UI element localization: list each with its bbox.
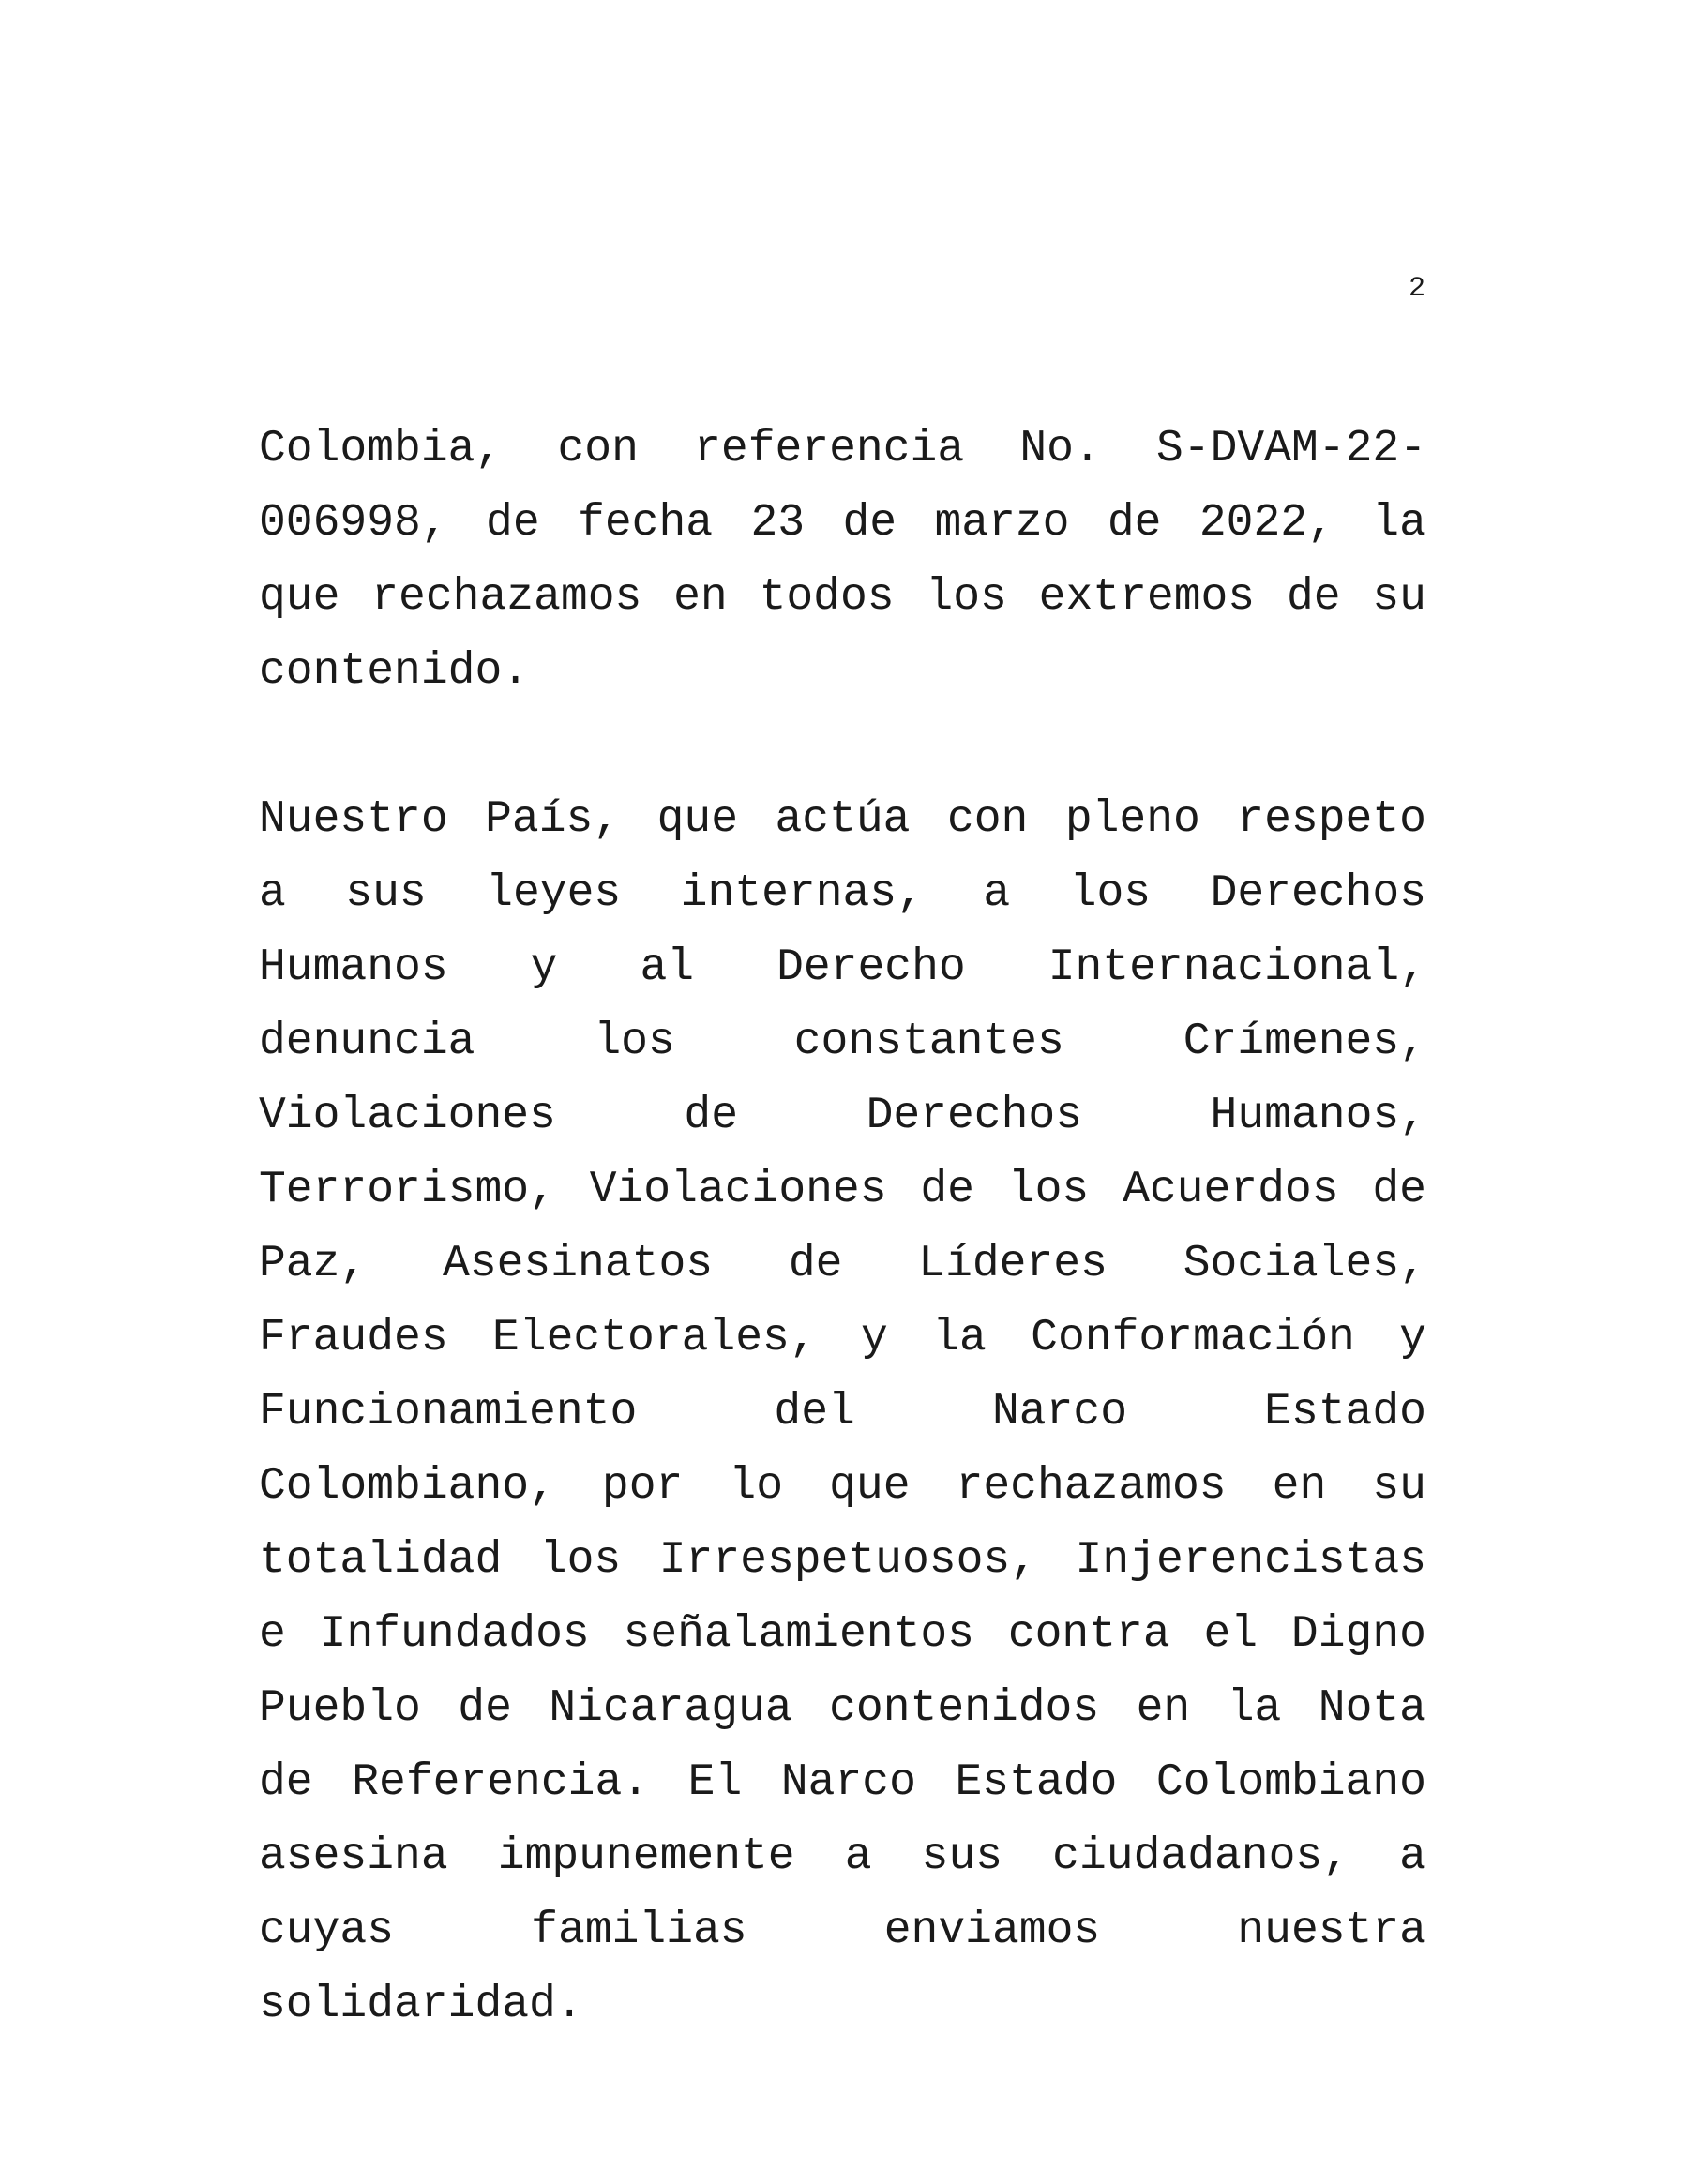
word: e [259,1609,286,1660]
word: en [1272,1461,1327,1512]
word: extremos [1038,572,1256,623]
word: contenidos [829,1683,1100,1734]
word: Injerencistas [1075,1535,1426,1586]
word: a [1399,1831,1426,1882]
text-line [259,1746,1426,1820]
word: el [1203,1609,1258,1660]
text-line [259,783,1426,857]
word: Derechos [1210,868,1426,919]
word: sus [921,1831,1003,1882]
text-line [259,1376,1426,1450]
word: rechazamos [371,572,642,623]
word: Humanos, [1210,1091,1426,1141]
word: los [539,1535,622,1586]
word: la [932,1313,987,1363]
word: Violaciones [589,1165,887,1215]
word: Funcionamiento [259,1387,638,1438]
word: los [1007,1165,1090,1215]
word: Nicaragua [549,1683,792,1734]
word: Paz, [259,1239,368,1289]
word: su [1372,1461,1426,1512]
word: con [557,424,639,474]
word: Digno [1290,1609,1426,1660]
word: Terrorismo, [259,1165,556,1215]
text-line [259,1153,1426,1228]
word: sus [345,868,427,919]
word: familias [531,1905,747,1956]
word: de [1372,1165,1426,1215]
paragraph-1 [259,413,1426,709]
word: ciudadanos, [1052,1831,1350,1882]
word: Estado [955,1757,1118,1808]
word: solidaridad. [259,1980,583,2030]
word: Internacional, [1047,942,1426,993]
word: Irrespetuosos, [658,1535,1037,1586]
word: que [259,572,340,623]
word: 23 [750,498,806,549]
text-line [259,1228,1426,1302]
word: Electorales, [492,1313,817,1363]
word: los [594,1017,675,1067]
text-line [259,1894,1426,1968]
word: los [1069,868,1152,919]
word: Narco [780,1757,916,1808]
word: de [842,498,897,549]
word: la [1227,1683,1282,1734]
word: Nuestro [259,794,448,845]
word: pleno [1064,794,1200,845]
word: cuyas [259,1905,395,1956]
word: Asesinatos [443,1239,714,1289]
word: leyes [486,868,622,919]
word: Colombiano [1155,1757,1426,1808]
word: totalidad [259,1535,503,1586]
word: Conformación [1031,1313,1355,1363]
word: en [1136,1683,1191,1734]
word: actúa [775,794,911,845]
text-line [259,413,1426,487]
text-line [259,1005,1426,1079]
word: Narco [991,1387,1127,1438]
word: del [774,1387,855,1438]
word: de [684,1091,739,1141]
word: Pueblo [259,1683,421,1734]
word: de [788,1239,843,1289]
text-line [259,1524,1426,1598]
text-line [259,1968,1426,2042]
word: fecha [578,498,714,549]
word: lo [729,1461,784,1512]
word: Violaciones [259,1091,556,1141]
word: S-DVAM-22- [1155,424,1426,474]
word: asesina [259,1831,448,1882]
page-number: 2 [1408,273,1425,305]
text-line [259,1672,1426,1746]
word: Infundados [319,1609,590,1660]
word: Crímenes, [1183,1017,1426,1067]
word: en [673,572,728,623]
word: de [920,1165,974,1215]
word: por [601,1461,684,1512]
word: de [1107,498,1162,549]
text-line [259,561,1426,635]
word: referencia [694,424,965,474]
paragraph-spacer [259,709,1426,783]
word: marzo [934,498,1070,549]
word: Colombiano, [259,1461,556,1512]
word: y [1399,1313,1426,1363]
word: País, [485,794,621,845]
word: Referencia. [352,1757,650,1808]
word: que [656,794,738,845]
word: contenido. [259,646,530,697]
word: Acuerdos [1123,1165,1339,1215]
word: internas, [680,868,924,919]
word: señalamientos [623,1609,974,1660]
word: al [640,942,695,993]
word: de [259,1757,313,1808]
letter-body [259,413,1426,2042]
text-line [259,1302,1426,1376]
word: constantes [793,1017,1064,1067]
word: la [1372,498,1426,549]
word: No. [1019,424,1101,474]
text-line [259,1598,1426,1672]
word: 006998, [259,498,448,549]
word: Humanos [259,942,448,993]
word: nuestra [1237,1905,1426,1956]
word: Derecho [776,942,966,993]
word: denuncia [259,1017,475,1067]
word: de [486,498,540,549]
text-line [259,487,1426,561]
word: Nota [1318,1683,1426,1734]
text-line [259,1450,1426,1524]
word: con [946,794,1029,845]
word: Fraudes [259,1313,448,1363]
word: impunemente [497,1831,795,1882]
word: y [530,942,558,993]
word: los [926,572,1007,623]
word: y [861,1313,888,1363]
text-line [259,635,1426,709]
text-line [259,1820,1426,1894]
word: Colombia, [259,424,503,474]
word: contra [1007,1609,1170,1660]
word: su [1372,572,1426,623]
word: Sociales, [1183,1239,1426,1289]
word: de [458,1683,512,1734]
paragraph-2 [259,783,1426,2042]
word: enviamos [883,1905,1101,1956]
word: a [844,1831,872,1882]
word: El [687,1757,743,1808]
text-line [259,931,1426,1005]
word: todos [759,572,895,623]
word: a [259,868,286,919]
word: 2022, [1198,498,1334,549]
word: a [983,868,1011,919]
text-line [259,857,1426,931]
word: de [1286,572,1341,623]
word: Derechos [866,1091,1082,1141]
word: Líderes [918,1239,1108,1289]
word: que [829,1461,911,1512]
word: respeto [1237,794,1426,845]
word: rechazamos [956,1461,1227,1512]
text-line [259,1079,1426,1153]
word: Estado [1264,1387,1426,1438]
